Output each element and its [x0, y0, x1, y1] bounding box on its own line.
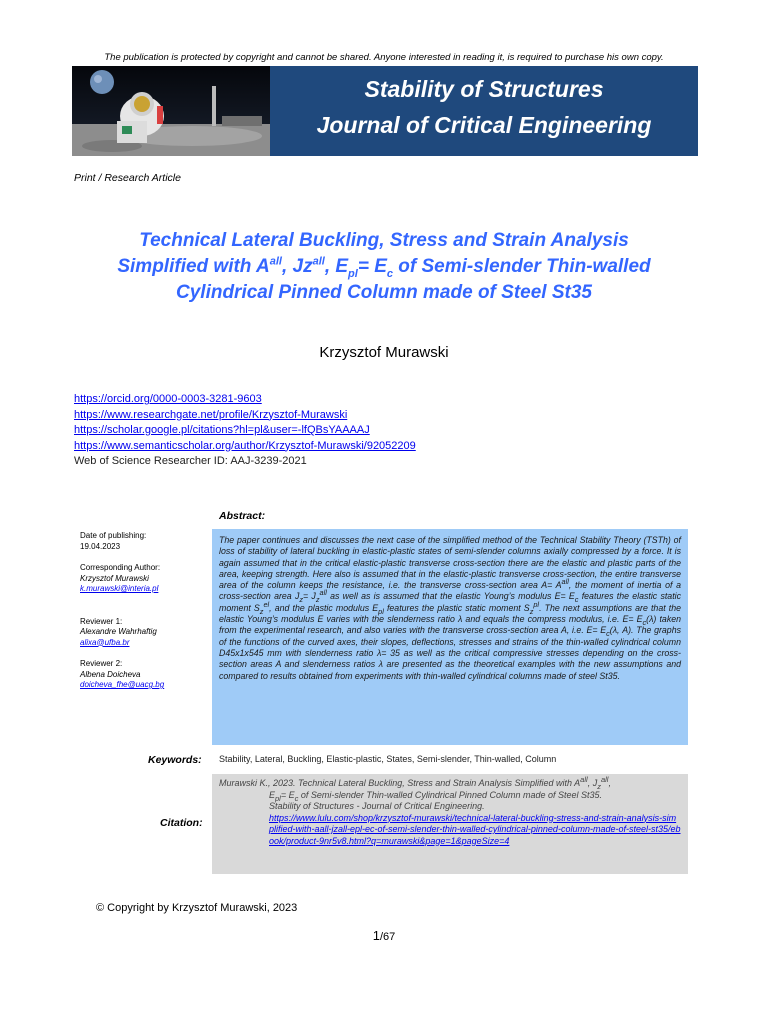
- keywords-list: Stability, Lateral, Buckling, Elastic-plastic, States, Semi-slender, Thin-walled, Column: [219, 754, 557, 764]
- author-links: [74, 392, 416, 470]
- citation-heading: Citation:: [160, 817, 203, 829]
- google-scholar-link[interactable]: https://scholar.google.pl/citations?hl=pl&user=-lfQBsYAAAAJ: [74, 424, 370, 436]
- keywords-heading: Keywords:: [148, 754, 202, 766]
- copyright-footer: © Copyright by Krzysztof Murawski, 2023: [96, 902, 298, 914]
- journal-subtitle: Journal of Critical Engineering: [316, 112, 652, 138]
- publication-info: Date of publishing: 19.04.2023 Corresponding Author: Krzysztof Murawski k.murawski@interia.pl Reviewer 1: Alexandre Wahrhaftig alixa@ufba.br Reviewer 2: Albena Doicheva doicheva_fhe@uacg.bg: [80, 531, 208, 691]
- orcid-link[interactable]: https://orcid.org/0000-0003-3281-9603: [74, 393, 262, 405]
- citation-box: Murawski K., 2023. Technical Lateral Buckling, Stress and Strain Analysis Simplified with $A^{all}$, $J_z^{all}$, $E_{pl}= E_c$ of Semi-slender Thin-walled Cylindrical Pinned Column made of Steel St35. Stability of Structures - Journal of Critical Engineering. https://www.lulu.com/shop/krzysztof-murawski/technical-lateral-buckling-stress-and-strain-analysis-simplified-with-aall-jzall-epl-ec-of-semi-slender-thin-walled-cylindrical-pinned-column-made-of-steel-st35/ebook/product-9nr5v8.html?q=murawski&page=1&pageSize=4: [212, 774, 688, 874]
- page-number: 1/67: [372, 928, 396, 943]
- reviewer1-email-link[interactable]: alixa@ufba.br: [80, 637, 130, 647]
- publish-date: 19.04.2023: [80, 541, 121, 551]
- journal-name: Stability of Structures: [364, 76, 604, 102]
- article-type: Print / Research Article: [74, 172, 181, 184]
- abstract-text: The paper continues and discusses the next case of the simplified method of the Technical Stability Theory (TSTh) of loss of stability of lateral buckling in elastic-plastic states of semi-slender columns axially compressed by a force. It is again assumed that in the critical elastic-plastic transverse cross-section there are the elastic and plastic parts of the area, keeping strength. Here also is assumed that in the elastic-plastic transverse cross-section, the entire transverse area of the column keeps the resistance, i.e. the transverse cross-section area $A= A^{all}$, the moment of inertia of a cross-section area $J_z= J_z^{all}$ as well as is assumed that the elastic Young’s modulus $E= E_c$ features the elastic static moment $S_z^{el}$, and the plastic modulus $E_{pl}$ features the plastic static moment $S_z^{pl}$. The next assumptions are that the elastic Young’s modulus E varies with the slenderness ratio λ and equals the compress modulus, i.e. $E= E_c(\lambda)$ taken from the experimental research, and also varies with the transverse cross-section area A, i.e. $E= E_c(\lambda$, A). The graphs of the functions of the curved axes, their slopes, deflections, stresses and strains of the thin-walled cylindrical column D45x1x545 mm with slenderness ratio λ= 35 as well as the critical compressive stresses depending on the cross-section areas A and slenderness ratios λ are presented as the theoretical examples with the new assumptions and compared to results obtained from experiments with thin-walled cylindrical columns made of steel St35.: [212, 529, 688, 745]
- banner-image: [72, 66, 270, 156]
- author-name: Krzysztof Murawski: [319, 344, 449, 361]
- researchgate-link[interactable]: https://www.researchgate.net/profile/Krzysztof-Murawski: [74, 408, 348, 421]
- researcher-id: Web of Science Researcher ID: AAJ-3239-2021: [74, 455, 307, 467]
- paper-title: Technical Lateral Buckling, Stress and Strain Analysis Simplified with $A^{all}$, $Jz^{all}$, $E_{pl}= E_c$ of Semi-slender Thin-walled Cylindrical Pinned Column made of Steel St35: [117, 230, 651, 303]
- citation-url-link[interactable]: https://www.lulu.com/shop/krzysztof-murawski/technical-lateral-buckling-stress-and-strain-analysis-simplified-with-aall-jzall-epl-ec-of-semi-slender-thin-walled-cylindrical-pinned-column-made-of-steel-st35/ebook/product-9nr5v8.html?q=murawski&page=1&pageSize=4: [269, 812, 681, 846]
- copyright-notice: The publication is protected by copyright and cannot be shared. Anyone interested in reading it, is required to purchase his own copy.: [104, 52, 664, 63]
- abstract-heading: Abstract:: [219, 510, 266, 522]
- author-email-link[interactable]: k.murawski@interia.pl: [80, 584, 159, 593]
- astronaut-moon-illustration: [72, 66, 270, 156]
- journal-banner: [270, 66, 698, 156]
- semantic-scholar-link[interactable]: https://www.semanticscholar.org/author/Krzysztof-Murawski/92052209: [74, 439, 416, 452]
- reviewer2-email-link[interactable]: doicheva_fhe@uacg.bg: [80, 680, 165, 689]
